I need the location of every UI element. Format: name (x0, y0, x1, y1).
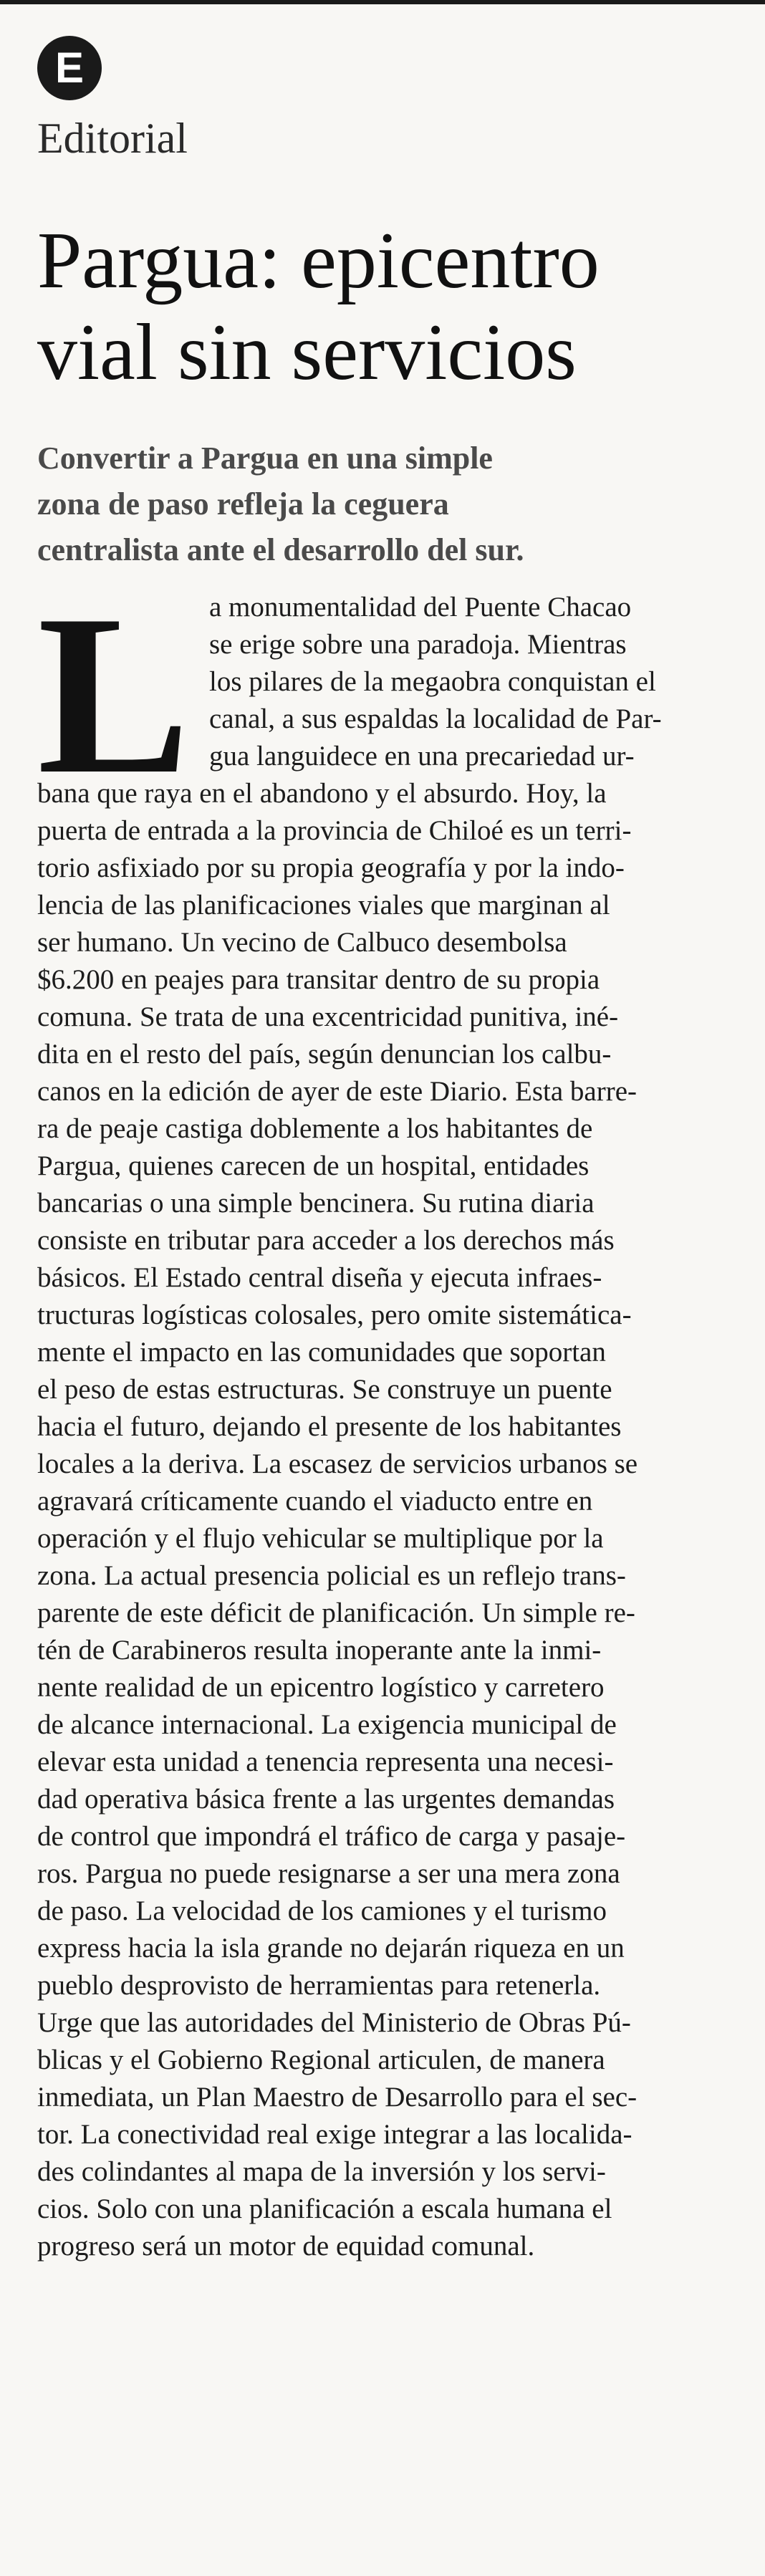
deck-line: centralista ante el desarrollo del sur. (37, 532, 524, 567)
top-rule (0, 0, 765, 4)
body-line: básicos. El Estado central diseña y ejecuta infraes- (37, 1262, 602, 1293)
body-line: hacia el futuro, dejando el presente de los habitantes (37, 1411, 622, 1442)
drop-cap: L (37, 568, 191, 822)
body-line: se erige sobre una paradoja. Mientras (209, 629, 627, 660)
body-line: a monumentalidad del Puente Chacao (209, 592, 632, 623)
body-line: tén de Carabineros resulta inoperante ante la inmi- (37, 1635, 602, 1666)
body-line: dad operativa básica frente a las urgentes demandas (37, 1784, 615, 1815)
body-line: comuna. Se trata de una excentricidad punitiva, iné- (37, 1001, 619, 1032)
body-line: operación y el flujo vehicular se multiplique por la (37, 1523, 604, 1554)
headline-line: Pargua: epicentro (37, 216, 600, 305)
headline-line: vial sin servicios (37, 308, 577, 397)
deck-line: Convertir a Pargua en una simple (37, 441, 493, 476)
body-line: tor. La conectividad real exige integrar a las localida- (37, 2119, 632, 2150)
body-line: ros. Pargua no puede resignarse a ser una mera zona (37, 1858, 620, 1889)
section-badge: E (37, 36, 102, 100)
body-line: locales a la deriva. La escasez de servicios urbanos se (37, 1448, 638, 1479)
body-line: inmediata, un Plan Maestro de Desarrollo para el sec- (37, 2082, 638, 2113)
body-line: dita en el resto del país, según denuncian los calbu- (37, 1039, 612, 1070)
body-line: parente de este déficit de planificación. Un simple re- (37, 1597, 635, 1628)
body-line: zona. La actual presencia policial es un reflejo trans- (37, 1560, 626, 1591)
body-line: consiste en tributar para acceder a los derechos más (37, 1225, 615, 1256)
headline (37, 215, 739, 398)
body-line: bancarias o una simple bencinera. Su rutina diaria (37, 1188, 595, 1219)
body-line: de paso. La velocidad de los camiones y el turismo (37, 1895, 607, 1926)
body-line: de alcance internacional. La exigencia municipal de (37, 1709, 617, 1740)
body-line: puerta de entrada a la provincia de Chiloé es un terri- (37, 815, 632, 846)
body-line: pueblo desprovisto de herramientas para retenerla. (37, 1970, 601, 2001)
body-line: lencia de las planificaciones viales que marginan al (37, 890, 610, 921)
body-line: agravará críticamente cuando el viaducto entre en (37, 1486, 593, 1517)
body-line: cios. Solo con una planificación a escala humana el (37, 2193, 612, 2224)
body-line: canos en la edición de ayer de este Diario. Esta barre- (37, 1076, 638, 1107)
body-line: progreso será un motor de equidad comunal. (37, 2231, 535, 2262)
body-line: elevar esta unidad a tenencia representa una necesi- (37, 1746, 614, 1777)
deck-line: zona de paso refleja la ceguera (37, 486, 449, 522)
body-line: mente el impacto en las comunidades que soportan (37, 1337, 606, 1368)
body-line: bana que raya en el abandono y el absurdo. Hoy, la (37, 778, 607, 809)
body-line: blicas y el Gobierno Regional articulen, de manera (37, 2044, 605, 2075)
body-line: el peso de estas estructuras. Se construye un puente (37, 1374, 612, 1405)
body-line: gua languidece en una precariedad ur- (209, 741, 635, 772)
body-line: de control que impondrá el tráfico de carga y pasaje- (37, 1821, 626, 1852)
body-line: torio asfixiado por su propia geografía y por la indo- (37, 852, 625, 883)
body-line: nente realidad de un epicentro logístico y carretero (37, 1672, 605, 1703)
body-line: ser humano. Un vecino de Calbuco desembolsa (37, 927, 567, 958)
body-line: des colindantes al mapa de la inversión y los servi- (37, 2156, 606, 2187)
body-line: ra de peaje castiga doblemente a los habitantes de (37, 1113, 593, 1144)
body-line: Pargua, quienes carecen de un hospital, entidades (37, 1150, 590, 1181)
section-label: Editorial (37, 115, 188, 162)
body-line: Urge que las autoridades del Ministerio de Obras Pú- (37, 2007, 631, 2038)
article-body (37, 568, 739, 2265)
deck (37, 436, 739, 573)
body-line: tructuras logísticas colosales, pero omite sistemática- (37, 1299, 632, 1330)
body-line: express hacia la isla grande no dejarán riqueza en un (37, 1933, 625, 1964)
body-line: los pilares de la megaobra conquistan el (209, 666, 656, 697)
body-line: canal, a sus espaldas la localidad de Par- (209, 703, 662, 734)
body-line: $6.200 en peajes para transitar dentro de su propia (37, 964, 600, 995)
